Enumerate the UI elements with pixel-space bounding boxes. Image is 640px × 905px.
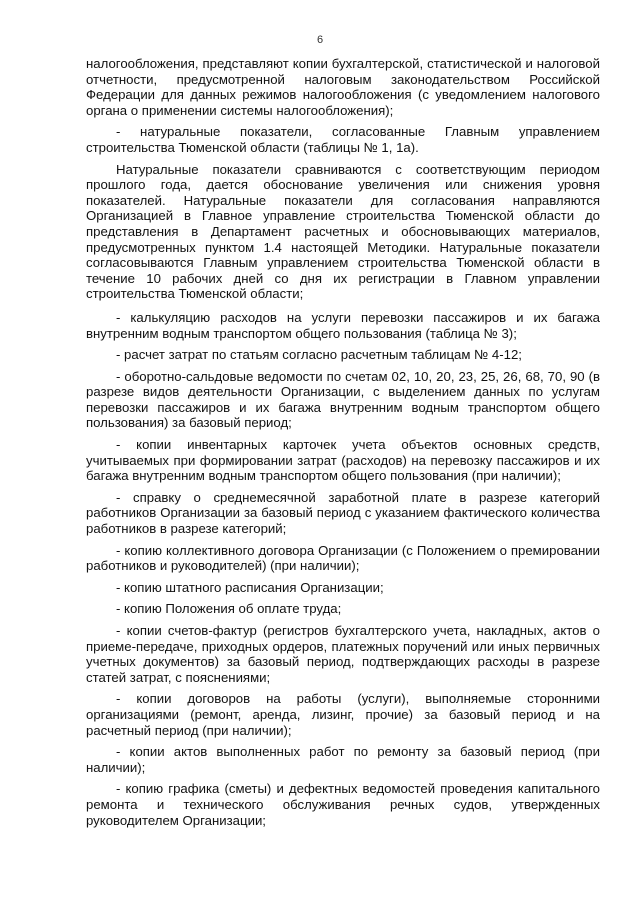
list-item: - натуральные показатели, согласованные Главным управлением строительства Тюменской области (таблицы № 1, 1а). xyxy=(86,124,600,155)
paragraph: налогообложения, представляют копии бухгалтерской, статистической и налоговой отчетности, предусмотренной налоговым законодательством Российской Федерации для данных режимов налогообложения (с уведомлением налогового органа о применении системы налогообложения); xyxy=(86,56,600,118)
document-body xyxy=(86,56,600,834)
list-item: - копию штатного расписания Организации; xyxy=(116,579,384,595)
list-item: - расчет затрат по статьям согласно расчетным таблицам № 4-12; xyxy=(116,347,522,363)
list-item: - копии счетов-фактур (регистров бухгалтерского учета, накладных, актов о приеме-передаче, приходных ордеров, платежных поручений или иных первичных учетных документов) за базовый период, подтверждающих расходы в разрезе статей затрат, с пояснениями; xyxy=(86,623,600,685)
page-number: 6 xyxy=(316,34,324,46)
list-item: - копии договоров на работы (услуги), выполняемые сторонними организациями (ремонт, аренда, лизинг, прочие) за базовый период и на расчетный период (при наличии); xyxy=(86,691,600,738)
paragraph: Натуральные показатели сравниваются с соответствующим периодом прошлого года, дается обоснование увеличения или снижения уровня показателей. Натуральные показатели для согласования направляются Организацией в Главное управление строительства Тюменской области до представления в Департамент расчетных и обосновывающих материалов, предусмотренных пунктом 1.4 настоящей Методики. Натуральные показатели согласовываются Главным управлением строительства Тюменской области в течение 10 рабочих дней со дня их регистрации в Главном управлении строительства Тюменской области; xyxy=(86,161,600,302)
list-item: - копию Положения об оплате труда; xyxy=(116,601,342,617)
list-item: - копии инвентарных карточек учета объектов основных средств, учитываемых при формировании затрат (расходов) на перевозку пассажиров и их багажа внутренним водным транспортом общего пользования (при наличии); xyxy=(86,437,600,484)
list-item: - копии актов выполненных работ по ремонту за базовый период (при наличии); xyxy=(86,744,600,775)
list-item: - копию коллективного договора Организации (с Положением о премировании работников и руководителей) (при наличии); xyxy=(86,542,600,574)
list-item: - справку о среднемесячной заработной плате в разрезе категорий работников Организации за базовый период с указанием фактического количества работников в разрезе категорий; xyxy=(86,489,600,537)
list-item: - копию графика (сметы) и дефектных ведомостей проведения капитального ремонта и технического обслуживания речных судов, утвержденных руководителем Организации; xyxy=(86,781,600,828)
list-item: - калькуляцию расходов на услуги перевозки пассажиров и их багажа внутренним водным транспортом общего пользования (таблица № 3); xyxy=(86,309,600,341)
list-item: - оборотно-сальдовые ведомости по счетам 02, 10, 20, 23, 25, 26, 68, 70, 90 (в разрезе видов деятельности Организации, с выделением данных по услугам перевозки пассажиров и их багажа внутренним водным транспортом общего пользования) за базовый период; xyxy=(86,368,600,431)
